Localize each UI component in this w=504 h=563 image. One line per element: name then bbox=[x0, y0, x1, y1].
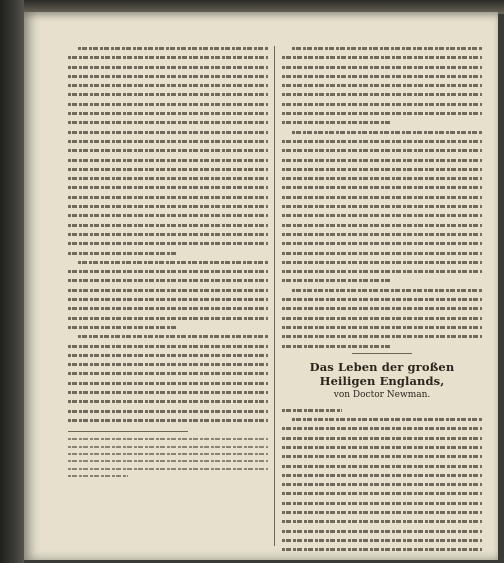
text-line bbox=[68, 118, 268, 127]
text-line bbox=[282, 202, 482, 211]
text-line bbox=[282, 44, 482, 53]
text-line bbox=[282, 258, 482, 267]
book-page bbox=[24, 12, 498, 560]
text-line bbox=[68, 63, 268, 72]
text-line bbox=[282, 434, 482, 443]
text-line bbox=[68, 193, 268, 202]
text-line bbox=[282, 249, 482, 258]
text-line bbox=[282, 323, 482, 332]
text-line bbox=[68, 369, 268, 378]
text-line bbox=[68, 221, 268, 230]
right-column-text-top bbox=[282, 44, 482, 351]
text-line bbox=[68, 407, 268, 416]
text-line bbox=[68, 44, 268, 53]
text-line bbox=[282, 545, 482, 552]
text-line bbox=[282, 146, 482, 155]
text-line bbox=[282, 165, 482, 174]
text-line bbox=[282, 452, 482, 461]
text-line bbox=[282, 342, 482, 351]
text-line bbox=[282, 527, 482, 536]
text-line bbox=[68, 276, 268, 285]
left-column bbox=[68, 44, 268, 552]
text-line bbox=[68, 397, 268, 406]
text-line bbox=[282, 90, 482, 99]
text-line bbox=[282, 230, 482, 239]
right-column-text-bottom bbox=[282, 406, 482, 552]
text-line bbox=[68, 295, 268, 304]
left-column-footnotes bbox=[68, 436, 268, 480]
text-line bbox=[68, 379, 268, 388]
text-line bbox=[68, 81, 268, 90]
text-line bbox=[282, 462, 482, 471]
text-line bbox=[68, 211, 268, 220]
text-line bbox=[68, 314, 268, 323]
text-line bbox=[68, 137, 268, 146]
text-line bbox=[68, 165, 268, 174]
text-line bbox=[282, 53, 482, 62]
text-line bbox=[68, 360, 268, 369]
text-line bbox=[68, 444, 268, 451]
text-line bbox=[68, 53, 268, 62]
text-line bbox=[68, 109, 268, 118]
text-line bbox=[68, 230, 268, 239]
text-line bbox=[282, 118, 482, 127]
text-line bbox=[282, 156, 482, 165]
text-line bbox=[282, 424, 482, 433]
text-line bbox=[282, 63, 482, 72]
text-line bbox=[282, 72, 482, 81]
text-line bbox=[68, 90, 268, 99]
text-line bbox=[68, 436, 268, 443]
text-line bbox=[282, 81, 482, 90]
column-divider bbox=[274, 46, 275, 546]
text-line bbox=[68, 267, 268, 276]
text-line bbox=[282, 211, 482, 220]
text-line bbox=[282, 508, 482, 517]
text-line bbox=[282, 183, 482, 192]
text-line bbox=[282, 221, 482, 230]
text-line bbox=[68, 351, 268, 360]
text-line bbox=[68, 146, 268, 155]
article-byline: von Doctor Newman. bbox=[333, 389, 431, 400]
text-line bbox=[282, 443, 482, 452]
text-line bbox=[68, 458, 268, 465]
text-line bbox=[68, 416, 268, 425]
text-line bbox=[282, 239, 482, 248]
right-column bbox=[282, 44, 482, 552]
text-line bbox=[68, 174, 268, 183]
text-line bbox=[68, 323, 268, 332]
text-line bbox=[282, 128, 482, 137]
text-line bbox=[68, 304, 268, 313]
text-line bbox=[282, 276, 482, 285]
text-line bbox=[282, 193, 482, 202]
text-line bbox=[282, 480, 482, 489]
book-binding bbox=[0, 0, 24, 563]
text-line bbox=[282, 109, 482, 118]
text-line bbox=[68, 473, 268, 480]
text-line bbox=[68, 342, 268, 351]
text-line bbox=[68, 466, 268, 473]
text-line bbox=[68, 156, 268, 165]
text-line bbox=[282, 100, 482, 109]
text-line bbox=[282, 471, 482, 480]
text-line bbox=[282, 332, 482, 341]
text-line bbox=[282, 499, 482, 508]
text-line bbox=[68, 286, 268, 295]
left-column-text bbox=[68, 44, 268, 425]
text-line bbox=[68, 332, 268, 341]
text-line bbox=[68, 239, 268, 248]
text-line bbox=[282, 536, 482, 545]
text-line bbox=[282, 415, 482, 424]
text-line bbox=[282, 314, 482, 323]
text-line bbox=[282, 174, 482, 183]
article-heading: Das Leben der großen Heiligen Englands, bbox=[309, 359, 455, 388]
text-line bbox=[282, 489, 482, 498]
text-line bbox=[68, 100, 268, 109]
text-line bbox=[68, 128, 268, 137]
text-line bbox=[282, 406, 482, 415]
text-line bbox=[68, 72, 268, 81]
text-line bbox=[282, 517, 482, 526]
text-line bbox=[282, 295, 482, 304]
text-line bbox=[68, 249, 268, 258]
section-rule bbox=[352, 353, 412, 354]
text-line bbox=[68, 258, 268, 267]
text-line bbox=[68, 202, 268, 211]
text-line bbox=[282, 267, 482, 276]
text-line bbox=[282, 286, 482, 295]
text-line bbox=[68, 451, 268, 458]
text-line bbox=[282, 137, 482, 146]
footnote-rule bbox=[68, 431, 188, 432]
text-line bbox=[68, 183, 268, 192]
text-line bbox=[282, 304, 482, 313]
text-line bbox=[68, 388, 268, 397]
